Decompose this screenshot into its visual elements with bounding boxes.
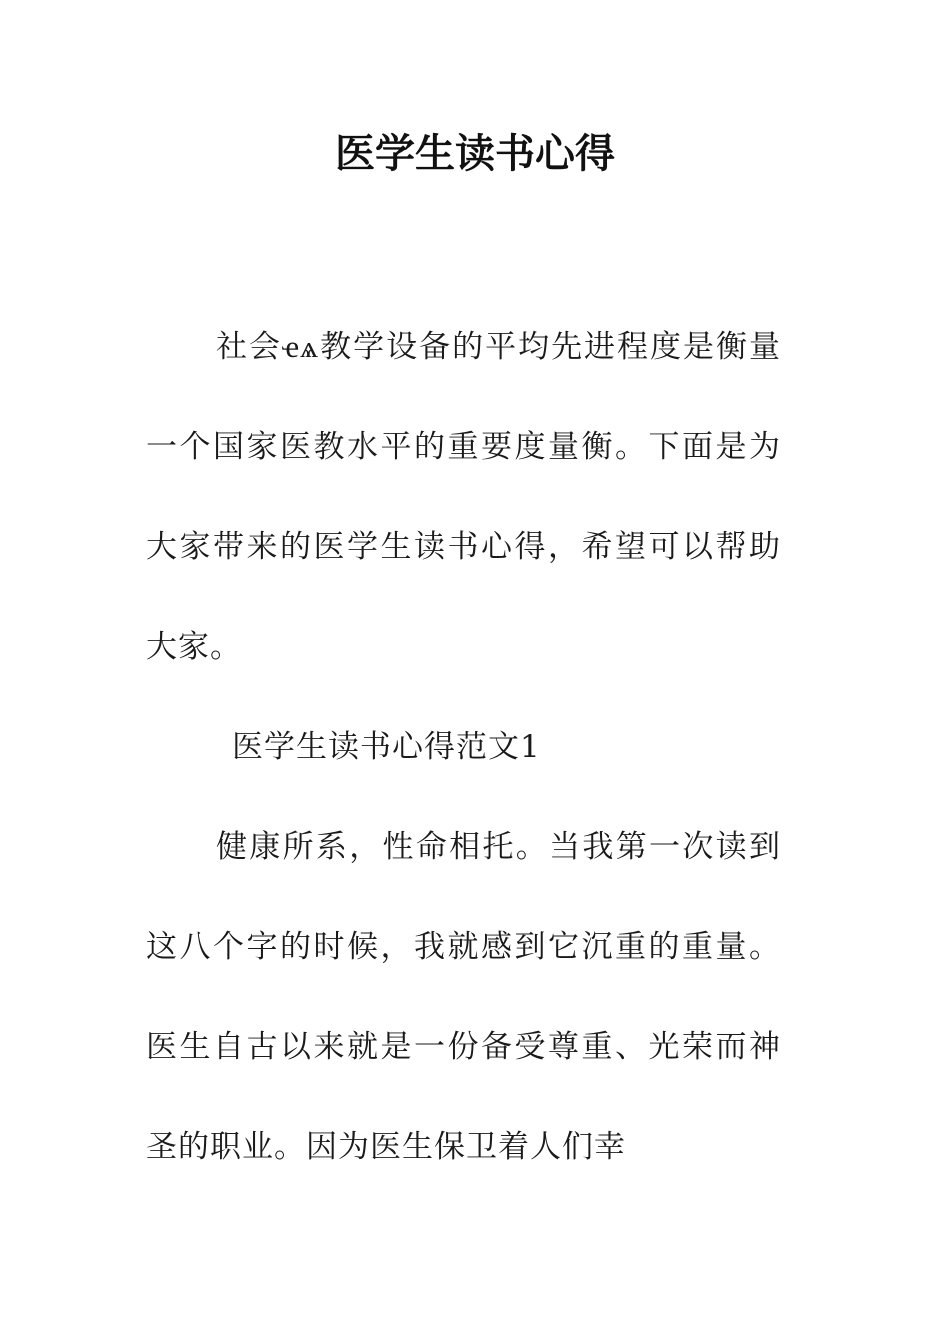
intro-paragraph: 社会ҽѧ教学设备的平均先进程度是衡量一个国家医教水平的重要度量衡。下面是为大家带来的医学生读书心得，希望可以帮助大家。: [146, 329, 781, 665]
body-paragraph: 健康所系，性命相托。当我第一次读到这八个字的时候，我就感到它沉重的重量。医生自古以来就是一份备受尊重、光荣而神圣的职业。因为医生保卫着人们幸: [146, 829, 781, 1165]
document-body: [146, 297, 781, 1197]
document-title: 医学生读书心得: [335, 131, 615, 177]
section-heading: 医学生读书心得范文1: [232, 729, 541, 765]
